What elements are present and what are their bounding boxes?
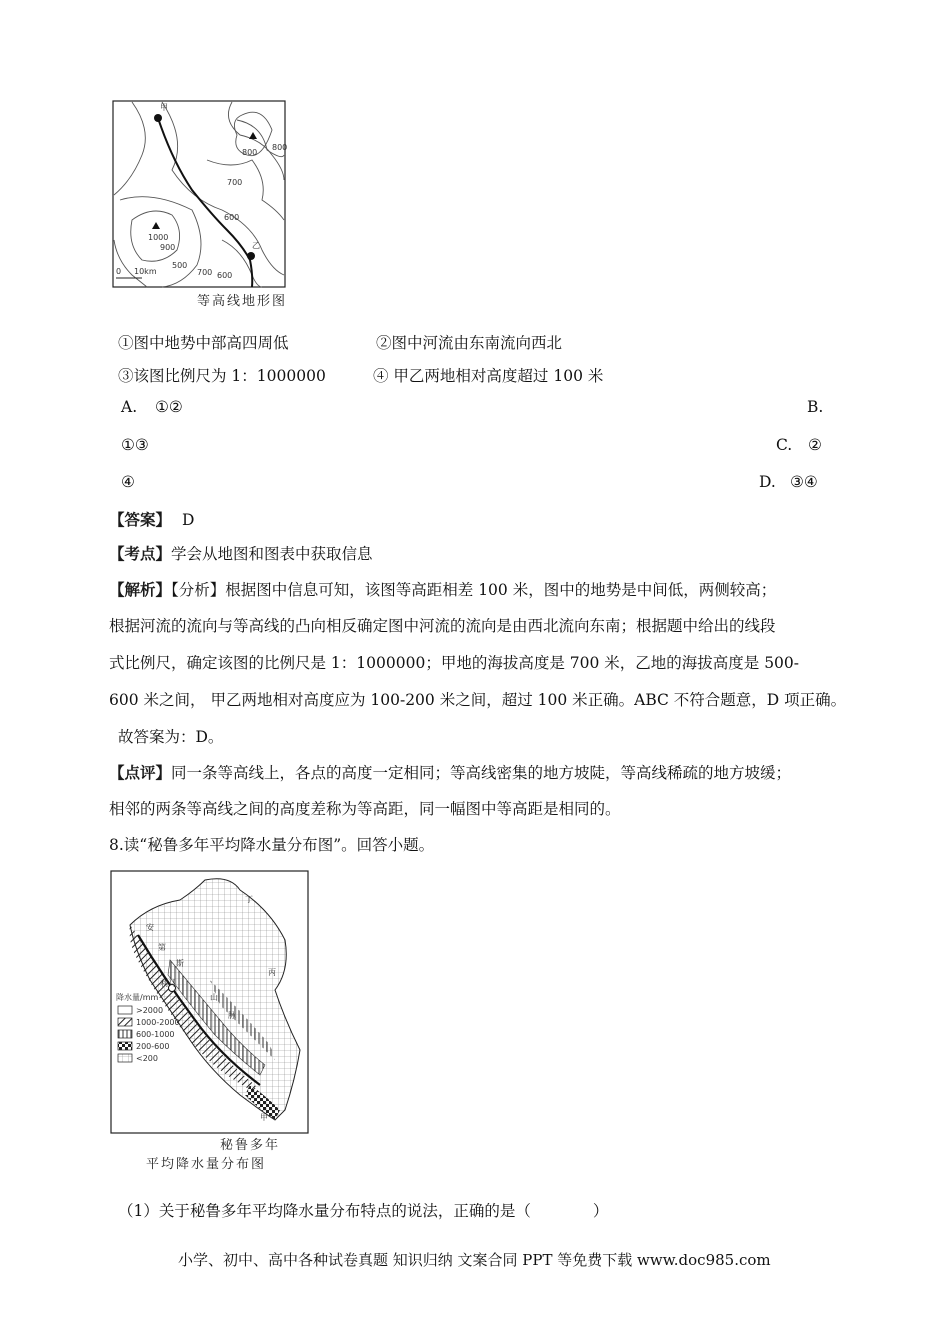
svg-text:200-600: 200-600 xyxy=(136,1042,170,1051)
svg-text:甲: 甲 xyxy=(160,103,168,112)
option-c-label: C. xyxy=(776,436,793,454)
svg-text:0: 0 xyxy=(116,267,122,276)
svg-text:利马: 利马 xyxy=(160,979,176,988)
option-d-label: D. xyxy=(759,473,776,491)
svg-text:800: 800 xyxy=(242,148,258,157)
statement-2: ②图中河流由东南流向西北 xyxy=(376,334,563,352)
kaodian-line xyxy=(109,542,373,564)
contour-map-figure xyxy=(112,100,288,309)
kaodian-tag: 【考点】 xyxy=(109,544,172,563)
answer-line xyxy=(109,508,194,530)
option-b-label: B. xyxy=(807,398,824,416)
jiexi-line-5: 故答案为：D。 xyxy=(118,728,224,746)
dianping-tag: 【点评】 xyxy=(109,763,172,782)
svg-text:甲: 甲 xyxy=(260,1113,268,1122)
svg-text:700: 700 xyxy=(197,268,213,277)
kaodian-text: 学会从地图和图表中获取信息 xyxy=(171,545,373,563)
svg-text:1000: 1000 xyxy=(148,233,169,242)
svg-text:降水量/mm: 降水量/mm xyxy=(116,993,159,1002)
page-footer: 小学、初中、高中各种试卷真题 知识归纳 文案合同 PPT 等免费下载 www.doc985.com xyxy=(178,1251,771,1269)
statement-3: ③该图比例尺为 1：1000000 xyxy=(118,367,326,385)
figure2-caption-line2: 平均降水量分布图 xyxy=(146,1157,267,1172)
figure-caption: 等高线地形图 xyxy=(197,294,288,309)
svg-text:丙: 丙 xyxy=(268,968,276,977)
svg-text:1000-2000: 1000-2000 xyxy=(136,1018,180,1027)
question-8-title: 8.读“秘鲁多年平均降水量分布图”。回答小题。 xyxy=(109,836,435,854)
svg-text:10km: 10km xyxy=(134,267,157,276)
jiexi-line-4: 600 米之间， 甲乙两地相对高度应为 100-200 米之间，超过 100 米正确。ABC 不符合题意，D 项正确。 xyxy=(109,691,847,709)
svg-text:山: 山 xyxy=(210,993,218,1002)
svg-text:600-1000: 600-1000 xyxy=(136,1030,175,1039)
svg-text:900: 900 xyxy=(160,243,176,252)
svg-text:安: 安 xyxy=(146,923,154,932)
option-d-prefix: ④ xyxy=(121,473,135,491)
contour-map-image xyxy=(112,100,287,305)
jiexi-text-1: 【分析】根据图中信息可知，该图等高距相差 100 米，图中的地势是中间低，两侧较高； xyxy=(171,581,777,599)
option-a-label: A. xyxy=(121,398,138,416)
peru-map-image xyxy=(110,870,310,1175)
option-c-value: ② xyxy=(808,436,822,454)
svg-text:丁: 丁 xyxy=(245,895,253,904)
svg-text:500: 500 xyxy=(172,261,188,270)
jiexi-tag: 【解析】 xyxy=(109,580,172,599)
statement-1: ①图中地势中部高四周低 xyxy=(118,334,289,352)
jiexi-line-2: 根据河流的流向与等高线的凸向相反确定图中河流的流向是由西北流向东南；根据题中给出的线段 xyxy=(109,617,776,635)
svg-text:>2000: >2000 xyxy=(136,1006,164,1015)
peru-precipitation-figure xyxy=(110,870,310,1175)
question-8-1: （1）关于秘鲁多年平均降水量分布特点的说法，正确的是（ ） xyxy=(118,1202,609,1220)
statement-4: ④ 甲乙两地相对高度超过 100 米 xyxy=(373,367,604,385)
figure2-caption-line1: 秘鲁多年 xyxy=(220,1138,281,1153)
svg-text:脉: 脉 xyxy=(228,1011,236,1020)
svg-text:第: 第 xyxy=(158,943,166,952)
answer-value: D xyxy=(181,511,195,529)
svg-text:乙: 乙 xyxy=(252,241,260,250)
dianping-line-1 xyxy=(109,761,791,783)
jiexi-line-3: 式比例尺，确定该图的比例尺是 1：1000000；甲地的海拔高度是 700 米，乙地的海拔高度是 500- xyxy=(109,654,800,672)
svg-text:600: 600 xyxy=(217,271,233,280)
option-d-value: ③④ xyxy=(790,473,818,491)
svg-text:800: 800 xyxy=(272,143,287,152)
svg-text:斯: 斯 xyxy=(176,959,184,968)
dianping-line-2: 相邻的两条等高线之间的高度差称为等高距，同一幅图中等高距是相同的。 xyxy=(109,800,621,818)
svg-text:600: 600 xyxy=(224,213,240,222)
svg-text:700: 700 xyxy=(227,178,243,187)
jiexi-line-1 xyxy=(109,578,776,600)
option-a-value: ①② xyxy=(155,398,183,416)
answer-tag: 【答案】 xyxy=(109,510,172,529)
svg-text:<200: <200 xyxy=(136,1054,158,1063)
option-b-value: ①③ xyxy=(121,436,149,454)
dianping-text-1: 同一条等高线上，各点的高度一定相同；等高线密集的地方坡陡，等高线稀疏的地方坡缓； xyxy=(171,764,792,782)
